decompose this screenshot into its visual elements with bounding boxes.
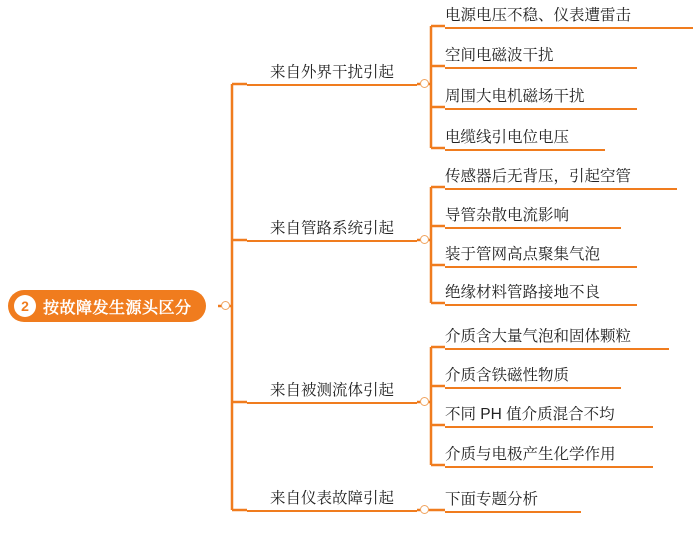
- leaf-node-3-1[interactable]: 介质含大量气泡和固体颗粒: [445, 321, 669, 350]
- leaf-node-3-3[interactable]: 不同 PH 值介质混合不均: [445, 399, 653, 428]
- leaf-node-2-3[interactable]: 装于管网高点聚集气泡: [445, 239, 637, 268]
- root-badge: 2: [14, 295, 36, 317]
- leaf-node-1-4[interactable]: 电缆线引电位电压: [445, 122, 605, 151]
- leaf-node-1-3[interactable]: 周围大电机磁场干扰: [445, 81, 637, 110]
- branch-node-2[interactable]: 来自管路系统引起: [247, 212, 417, 242]
- leaf-node-2-4[interactable]: 绝缘材料管路接地不良: [445, 277, 637, 306]
- leaf-node-4-1[interactable]: 下面专题分析: [445, 484, 581, 513]
- leaf-node-1-1[interactable]: 电源电压不稳、仪表遭雷击: [445, 0, 693, 29]
- collapse-toggle-branch-3[interactable]: [420, 397, 429, 406]
- root-node[interactable]: [8, 290, 206, 322]
- leaf-node-1-2[interactable]: 空间电磁波干扰: [445, 40, 637, 69]
- branch-node-1[interactable]: 来自外界干扰引起: [247, 56, 417, 86]
- leaf-node-2-1[interactable]: 传感器后无背压，引起空管: [445, 161, 677, 190]
- root-label: 按故障发生源头区分: [43, 299, 192, 317]
- leaf-node-3-2[interactable]: 介质含铁磁性物质: [445, 360, 621, 389]
- branch-node-3[interactable]: 来自被测流体引起: [247, 374, 417, 404]
- collapse-toggle-branch-1[interactable]: [420, 79, 429, 88]
- collapse-toggle-root[interactable]: [221, 301, 230, 310]
- leaf-node-3-4[interactable]: 介质与电极产生化学作用: [445, 439, 653, 468]
- branch-node-4[interactable]: 来自仪表故障引起: [247, 482, 417, 512]
- collapse-toggle-branch-4[interactable]: [420, 505, 429, 514]
- leaf-node-2-2[interactable]: 导管杂散电流影响: [445, 200, 621, 229]
- collapse-toggle-branch-2[interactable]: [420, 235, 429, 244]
